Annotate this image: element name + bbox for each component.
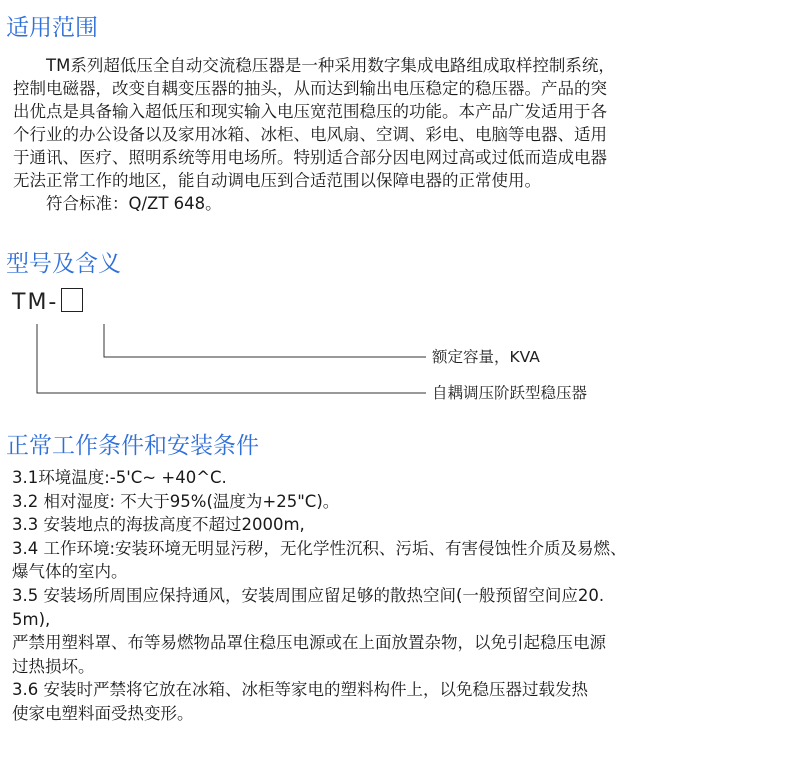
scope-line: 个行业的办公设备以及家用冰箱、冰柜、电风扇、空调、彩电、电脑等电器、适用 <box>13 125 607 144</box>
heading-scope: 适用范围 <box>6 15 98 41</box>
scope-line: 符合标准：Q/ZT 648。 <box>13 194 222 213</box>
scope-line: 无法正常工作的地区，能自动调电压到合适范围以保障电器的正常使用。 <box>13 171 541 190</box>
type-leader-line <box>37 324 426 393</box>
legend-capacity: 额定容量，KVA <box>432 348 540 366</box>
condition-line: 3.5 安装场所周围应保持通风，安装周围应留足够的散热空间(一般预留空间应20. <box>12 585 605 605</box>
condition-line: 过热损坏。 <box>12 656 95 676</box>
heading-model: 型号及含义 <box>6 251 121 277</box>
conditions-list <box>12 466 787 726</box>
scope-line: 控制电磁器，改变自耦变压器的抽头，从而达到输出电压稳定的稳压器。产品的突 <box>13 79 607 98</box>
condition-line: 5m), <box>12 609 51 629</box>
condition-line: 使家电塑料面受热变形。 <box>12 703 194 723</box>
condition-line: 3.6 安装时严禁将它放在冰箱、冰柜等家电的塑料构件上，以免稳压器过载发热 <box>12 680 588 700</box>
heading-conditions: 正常工作条件和安装条件 <box>6 433 259 459</box>
scope-line: 出优点是具备输入超低压和现实输入电压宽范围稳压的功能。本产品广发适用于各 <box>13 102 607 121</box>
legend-type: 自耦调压阶跃型稳压器 <box>432 384 588 402</box>
capacity-leader-line <box>104 324 426 357</box>
model-prefix: TM- <box>12 290 59 315</box>
condition-line: 3.2 相对湿度: 不大于95%(温度为+25"C)。 <box>12 491 340 511</box>
condition-line: 3.1环境温度:-5'C~ +40^C. <box>12 468 227 487</box>
condition-line: 3.4 工作环境:安装环境无明显污秽，无化学性沉积、污垢、有害侵蚀性介质及易燃、 <box>12 538 627 558</box>
scope-line: 于通讯、医疗、照明系统等用电场所。特别适合部分因电网过高或过低而造成电器 <box>13 148 607 167</box>
condition-line: 3.3 安装地点的海拔高度不超过2000m, <box>12 515 305 535</box>
condition-line: 爆气体的室内。 <box>12 562 128 582</box>
scope-line: TM系列超低压全自动交流稳压器是一种采用数字集成电路组成取样控制系统， <box>13 56 615 75</box>
condition-line: 严禁用塑料罩、布等易燃物品罩住稳压电源或在上面放置杂物，以免引起稳压电源 <box>12 633 606 653</box>
